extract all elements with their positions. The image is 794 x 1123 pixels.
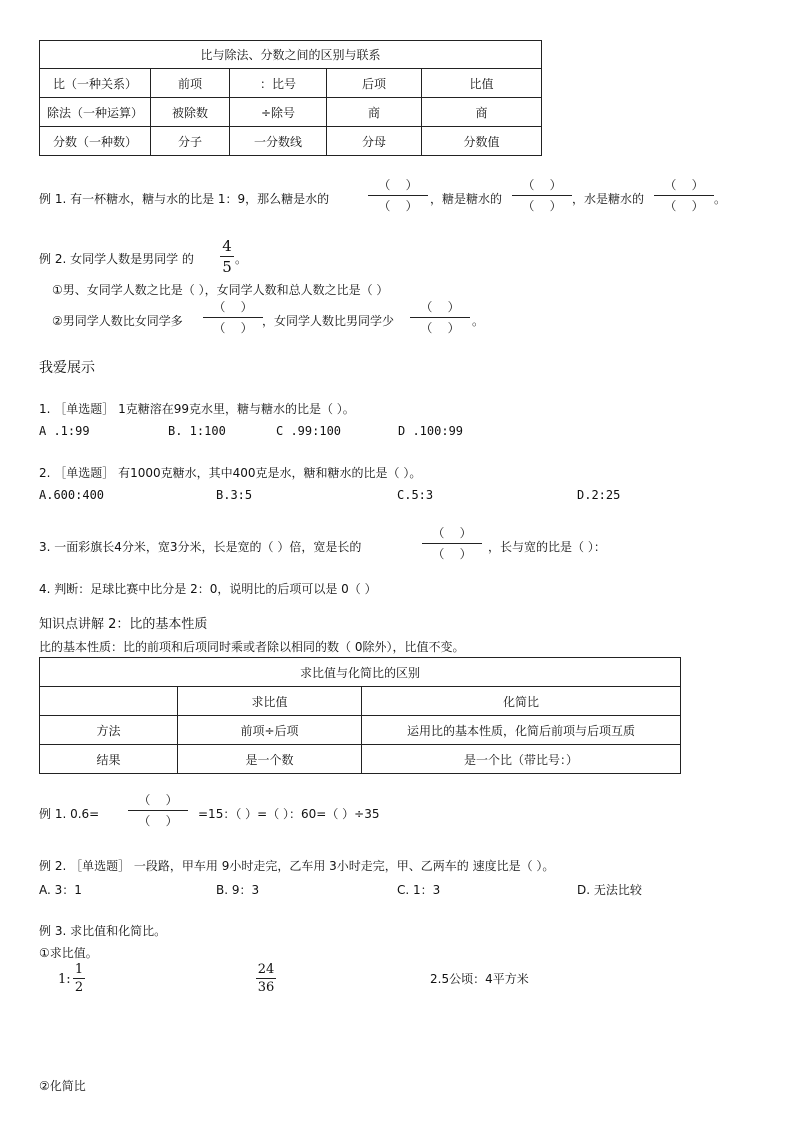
example2-text: 例 2. 女同学人数是男同学 的 bbox=[39, 252, 194, 266]
s2-example2-text: 例 2. ［单选题］ 一段路，甲车用 9小时走完，乙车用 3小时走完，甲、乙两车的 速度比是（ ）。 bbox=[39, 859, 555, 873]
fraction-blank: （ ） （ ） bbox=[512, 177, 572, 214]
fraction-24-36: 24 36 bbox=[257, 962, 275, 995]
table-cell: 分数（一种数） bbox=[40, 127, 151, 156]
table-cell: 方法 bbox=[40, 716, 178, 745]
fraction-blank: （ ） （ ） bbox=[422, 525, 482, 562]
table-cell: 分数值 bbox=[422, 127, 542, 156]
table-cell: 前项÷后项 bbox=[178, 716, 362, 745]
comparison-table bbox=[39, 40, 542, 156]
fraction-1-2: 1 2 bbox=[74, 962, 84, 995]
option: A.600:400 bbox=[39, 488, 105, 502]
property-text: 比的基本性质：比的前项和后项同时乘或者除以相同的数（ 0除外），比值不变。 bbox=[39, 640, 465, 654]
table-cell bbox=[40, 687, 178, 716]
fraction-4-5: 4 5 bbox=[220, 237, 234, 276]
example2-line1: ①男、女同学人数之比是（ ），女同学人数和总人数之比是（ ） bbox=[52, 283, 389, 297]
table-cell: 分子 bbox=[151, 127, 230, 156]
table-cell: 是一个数 bbox=[178, 745, 362, 774]
option: C .99:100 bbox=[276, 424, 342, 438]
ratio-table bbox=[39, 657, 681, 774]
option: C.5:3 bbox=[397, 488, 434, 502]
question4-text: 4. 判断：足球比赛中比分是 2：0，说明比的后项可以是 0（ ） bbox=[39, 582, 377, 596]
table-cell: 求比值 bbox=[178, 687, 362, 716]
example2-end: 。 bbox=[235, 252, 248, 266]
table-cell: 是一个比（带比号：） bbox=[362, 745, 681, 774]
table-cell: 被除数 bbox=[151, 98, 230, 127]
table-cell: 运用比的基本性质，化简后前项与后项互质 bbox=[362, 716, 681, 745]
table-cell: 后项 bbox=[327, 69, 422, 98]
fraction-blank: （ ） （ ） bbox=[368, 177, 428, 214]
option: A. 3：1 bbox=[39, 883, 82, 897]
table-cell: 分母 bbox=[327, 127, 422, 156]
fraction-blank: （ ） （ ） bbox=[203, 299, 263, 336]
table-cell: ÷除号 bbox=[230, 98, 327, 127]
option: D.2:25 bbox=[577, 488, 621, 502]
table-cell: 比（一种关系） bbox=[40, 69, 151, 98]
s2-example3-title: 例 3. 求比值和化简比。 bbox=[39, 924, 167, 938]
section-heading: 我爱展示 bbox=[39, 360, 95, 376]
example1-text-a: 例 1. 有一杯糖水，糖与水的比是 1：9，那么糖是水的 bbox=[39, 192, 330, 206]
example2-line2-a: ②男同学人数比女同学多 bbox=[52, 314, 183, 328]
question3-text-a: 3. 一面彩旗长4分米，宽3分米，长是宽的（ ）倍，宽是长的 bbox=[39, 540, 362, 554]
s2-example1-text-b: =15：（ ）=（ ）：60=（ ）÷35 bbox=[198, 807, 380, 821]
example2-line2-c: 。 bbox=[472, 314, 485, 328]
ratio-table-title: 求比值与化简比的区别 bbox=[40, 658, 681, 687]
table-cell: 商 bbox=[327, 98, 422, 127]
option: A .1:99 bbox=[39, 424, 90, 438]
s2-example3-sub1: ①求比值。 bbox=[39, 946, 98, 960]
table-cell: 除法（一种运算） bbox=[40, 98, 151, 127]
option: D .100:99 bbox=[398, 424, 464, 438]
option: B.3:5 bbox=[216, 488, 253, 502]
table-cell: ：比号 bbox=[230, 69, 327, 98]
item1-prefix: 1: bbox=[58, 972, 71, 987]
comparison-table-title: 比与除法、分数之间的区别与联系 bbox=[40, 41, 542, 69]
item3-text: 2.5公顷：4平方米 bbox=[430, 972, 529, 986]
table-cell: 商 bbox=[422, 98, 542, 127]
table-cell: 结果 bbox=[40, 745, 178, 774]
question1-text: 1. ［单选题］ 1克糖溶在99克水里，糖与糖水的比是（ ）。 bbox=[39, 402, 355, 416]
table-cell: 一分数线 bbox=[230, 127, 327, 156]
example1-text-c: ，水是糖水的 bbox=[572, 192, 645, 206]
question2-text: 2. ［单选题］ 有1000克糖水，其中400克是水，糖和糖水的比是（ ）。 bbox=[39, 466, 422, 480]
option: D. 无法比较 bbox=[577, 883, 642, 897]
option: B. 9：3 bbox=[216, 883, 260, 897]
table-cell: 比值 bbox=[422, 69, 542, 98]
example1-text-d: 。 bbox=[714, 192, 727, 206]
fraction-blank: （ ） （ ） bbox=[410, 299, 470, 336]
option: B. 1:100 bbox=[168, 424, 226, 438]
s2-example3-sub2: ②化简比 bbox=[39, 1079, 86, 1093]
fraction-blank: （ ） （ ） bbox=[128, 792, 188, 829]
example2-line2-b: ，女同学人数比男同学少 bbox=[262, 314, 395, 328]
section2-title: 知识点讲解 2：比的基本性质 bbox=[39, 617, 208, 632]
table-cell: 前项 bbox=[151, 69, 230, 98]
table-cell: 化简比 bbox=[362, 687, 681, 716]
fraction-blank: （ ） （ ） bbox=[654, 177, 714, 214]
s2-example1-text-a: 例 1. 0.6= bbox=[39, 807, 100, 821]
question3-text-b: ，长与宽的比是（ ）： bbox=[488, 540, 606, 554]
option: C. 1：3 bbox=[397, 883, 441, 897]
example1-text-b: ，糖是糖水的 bbox=[430, 192, 503, 206]
